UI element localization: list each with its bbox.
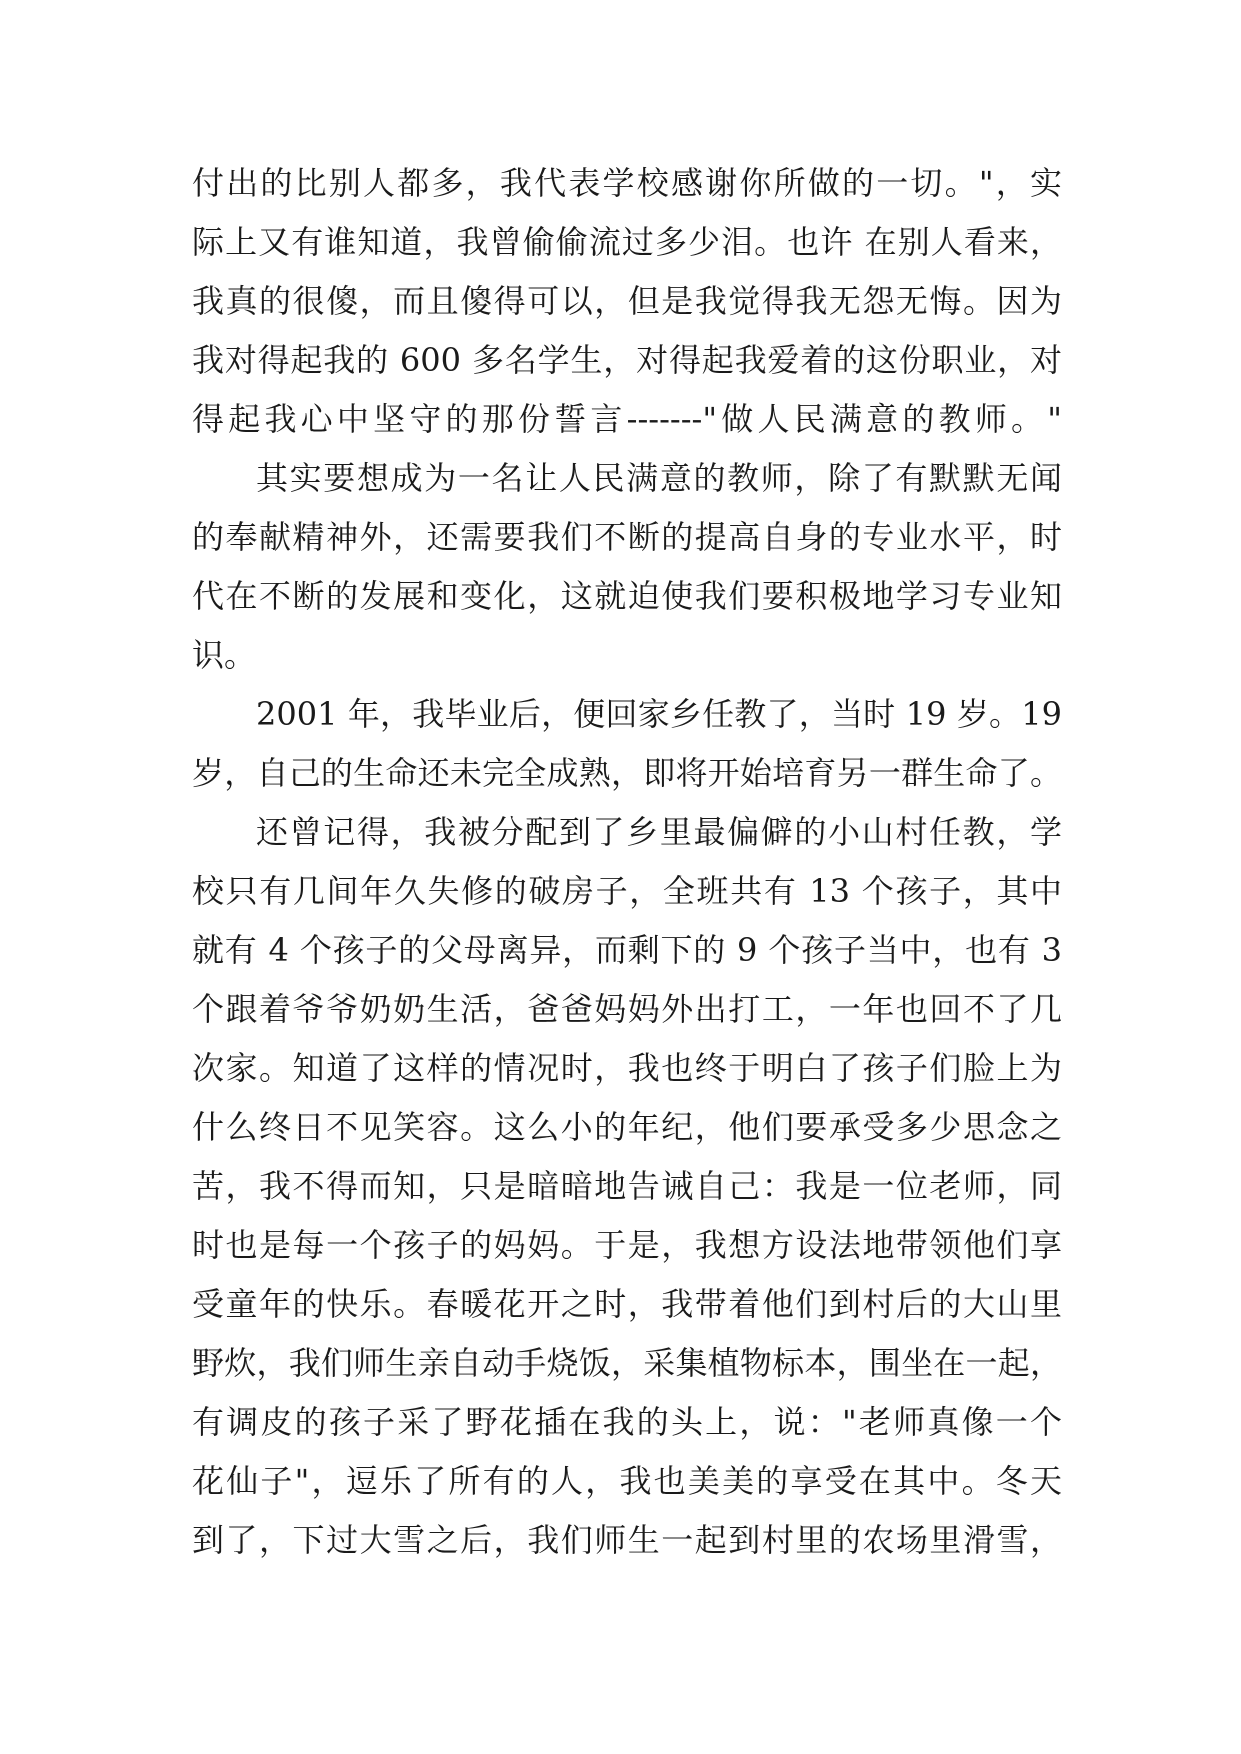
text-line: 识。	[192, 636, 257, 674]
text-line: 次家。知道了这样的情况时，我也终于明白了孩子们脸上为	[192, 1049, 1062, 1087]
body-text	[192, 154, 1062, 1570]
text-line: 受童年的快乐。春暖花开之时，我带着他们到村后的大山里	[192, 1285, 1062, 1323]
text-line: 得起我心中坚守的那份誓言-------"做人民满意的教师。"	[192, 400, 1062, 438]
text-line: 时也是每一个孩子的妈妈。于是，我想方设法地带领他们享	[192, 1226, 1062, 1264]
text-line: 有调皮的孩子采了野花插在我的头上，说："老师真像一个	[192, 1403, 1062, 1441]
text-line: 我真的很傻，而且傻得可以，但是我觉得我无怨无悔。因为	[192, 282, 1062, 320]
text-line: 花仙子"，逗乐了所有的人，我也美美的享受在其中。冬天	[192, 1462, 1062, 1500]
text-line: 岁，自己的生命还未完全成熟，即将开始培育另一群生命了。	[192, 754, 1062, 792]
text-line: 的奉献精神外，还需要我们不断的提高自身的专业水平，时	[192, 518, 1062, 556]
text-line: 我对得起我的 600 多名学生，对得起我爱着的这份职业，对	[192, 341, 1062, 379]
text-line: 苦，我不得而知，只是暗暗地告诫自己：我是一位老师，同	[192, 1167, 1062, 1205]
text-line: 际上又有谁知道，我曾偷偷流过多少泪。也许 在别人看来，	[192, 223, 1062, 261]
text-line: 校只有几间年久失修的破房子，全班共有 13 个孩子，其中	[192, 872, 1062, 910]
text-line: 到了，下过大雪之后，我们师生一起到村里的农场里滑雪，	[192, 1521, 1062, 1559]
text-line: 还曾记得，我被分配到了乡里最偏僻的小山村任教，学	[256, 813, 1062, 851]
text-line: 什么终日不见笑容。这么小的年纪，他们要承受多少思念之	[192, 1108, 1062, 1146]
text-line: 其实要想成为一名让人民满意的教师，除了有默默无闻	[256, 459, 1062, 497]
text-line: 付出的比别人都多，我代表学校感谢你所做的一切。"，实	[192, 164, 1062, 202]
text-line: 代在不断的发展和变化，这就迫使我们要积极地学习专业知	[192, 577, 1062, 615]
text-line: 野炊，我们师生亲自动手烧饭，采集植物标本，围坐在一起，	[192, 1344, 1062, 1382]
text-line: 2001 年，我毕业后，便回家乡任教了，当时 19 岁。19	[256, 695, 1062, 733]
text-line: 就有 4 个孩子的父母离异，而剩下的 9 个孩子当中，也有 3	[192, 931, 1062, 969]
text-line: 个跟着爷爷奶奶生活，爸爸妈妈外出打工，一年也回不了几	[192, 990, 1062, 1028]
